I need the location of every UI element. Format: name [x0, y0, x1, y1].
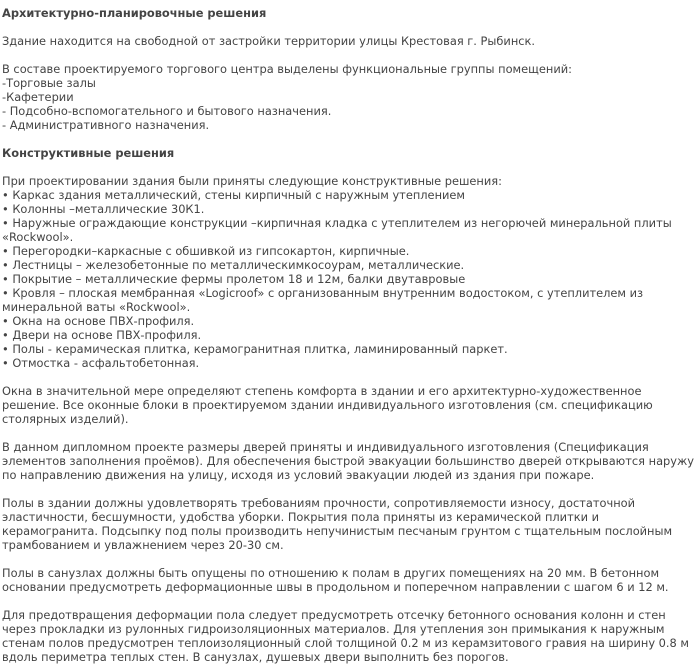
- structural-intro: При проектировании здания были приняты следующие конструктивные решения:: [2, 174, 502, 188]
- group-item: -Торговые залы: [2, 76, 96, 90]
- structural-item: • Колонны –металлические 30К1.: [2, 202, 205, 216]
- group-item: - Административного назначения.: [2, 118, 210, 132]
- structural-item: • Перегородки–каркасные с обшивкой из гипсокартон, кирпичные.: [2, 244, 410, 258]
- heading-architectural: Архитектурно-планировочные решения: [2, 6, 267, 20]
- paragraph-doors: В данном дипломном проекте размеры дверей приняты и индивидуального изготовления (Спецификация элементов заполнения проёмов). Для обеспечения быстрой эвакуации большинство дверей открываются наружу по направлению движения на улицу, исходя из условий эвакуации людей из здания при пожаре.: [2, 440, 695, 482]
- paragraph-structural-list: [2, 174, 696, 370]
- group-item: - Подсобно-вспомогательного и бытового назначения.: [2, 104, 332, 118]
- paragraph-location: Здание находится на свободной от застройки территории улицы Крестовая г. Рыбинск.: [2, 34, 536, 48]
- structural-item: • Отмостка - асфальтобетонная.: [2, 356, 200, 370]
- paragraph-floors: Полы в здании должны удовлетворять требованиям прочности, сопротивляемости износу, достаточной эластичности, бесшумности, удобства уборки. Покрытия пола приняты из керамической плитки и керамогранита. Подсыпку под полы производить непучинистым песчаным грунтом с тщательным послойным трамбованием и увлажнением через 20-30 см.: [2, 496, 673, 552]
- structural-item: • Каркас здания металлический, стены кирпичный с наружным утеплением: [2, 188, 466, 202]
- structural-item: • Двери на основе ПВХ-профиля.: [2, 328, 202, 342]
- paragraph-floor-deformation: Для предотвращения деформации пола следует предусмотреть отсечку бетонного основания колонн и стен через прокладки из рулонных гидроизоляционных материалов. Для утепления зон примыкания к наружным стенам полов предусмотрен теплоизоляционный слой толщиной 0.2 м из керамзитового гравия на ширину 0.8 м вдоль периметра теплых стен. В санузлах, душевых двери выполнить без порогов.: [2, 608, 690, 664]
- paragraph-bathroom-floors: Полы в санузлах должны быть опущены по отношению к полам в других помещениях на 20 мм. В бетонном основании предусмотреть деформационные швы в продольном и поперечном направлении с шагом 6 и 12 м.: [2, 566, 669, 594]
- groups-intro: В составе проектируемого торгового центра выделены функциональные группы помещений:: [2, 62, 572, 76]
- paragraph-functional-groups: [2, 62, 696, 132]
- group-item: -Кафетерии: [2, 90, 74, 104]
- structural-item: • Покрытие – металлические фермы пролетом 18 и 12м, балки двутавровые: [2, 272, 466, 286]
- paragraph-windows: Окна в значительной мере определяют степень комфорта в здании и его архитектурно-художественное решение. Все оконные блоки в проектируемом здании индивидуального изготовления (см. спецификацию столярных изделий).: [2, 384, 653, 426]
- heading-structural: Конструктивные решения: [2, 146, 175, 160]
- structural-item: • Полы - керамическая плитка, керамогранитная плитка, ламинированный паркет.: [2, 342, 508, 356]
- structural-item: • Кровля – плоская мембранная «Logicroof» с организованным внутренним водостоком, с утеплителем из минеральной ваты «Rockwool».: [2, 286, 644, 314]
- structural-item: • Лестницы – железобетонные по металлическимкосоурам, металлические.: [2, 258, 465, 272]
- structural-item: • Окна на основе ПВХ-профиля.: [2, 314, 195, 328]
- structural-item: • Наружные ограждающие конструкции –кирпичная кладка с утеплителем из негорючей минеральной плиты «Rockwool».: [2, 216, 672, 244]
